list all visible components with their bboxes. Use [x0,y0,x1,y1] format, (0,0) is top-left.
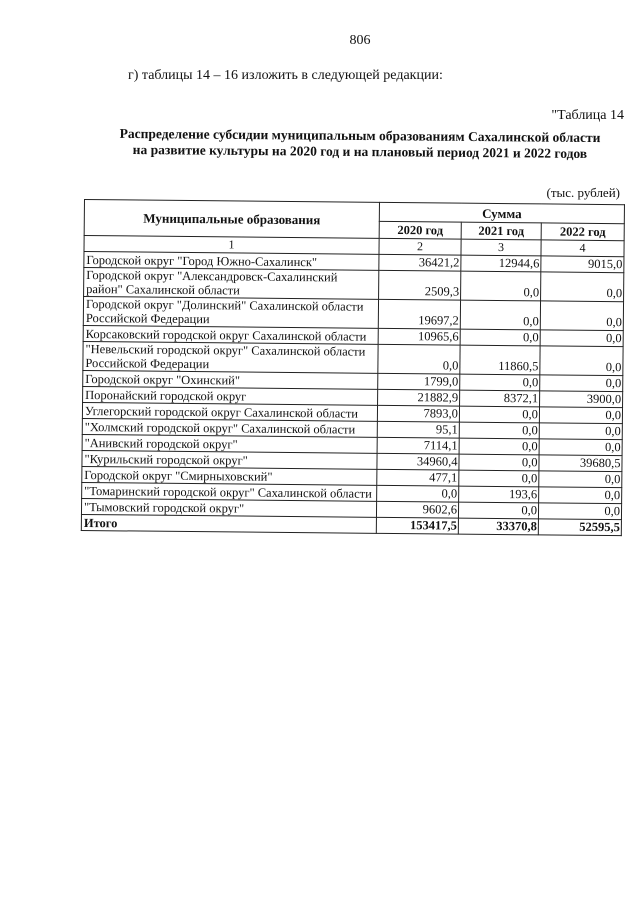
index-cell: 3 [461,239,541,256]
value-2020: 19697,2 [378,299,460,329]
value-2021: 8372,1 [460,390,540,407]
value-2022: 0,0 [540,346,623,376]
municipality-name: Городской округ "Александровск-Сахалинский район" Сахалинской области [84,268,379,300]
municipality-name: "Томаринский городской округ" Сахалинской области [82,482,377,501]
units-label: (тыс. рублей) [546,185,620,200]
index-cell: 1 [84,236,379,255]
table-label: "Таблица 14 [551,108,624,123]
value-2020: 7893,0 [377,405,459,422]
municipality-name: Городской округ "Долинский" Сахалинской области Российской Федерации [83,297,378,329]
total-2022: 52595,5 [538,519,621,536]
total-2020: 153417,5 [376,517,458,534]
value-2020: 7114,1 [377,437,459,454]
value-2022: 0,0 [541,272,624,302]
value-2021: 193,6 [459,486,539,503]
value-2021: 0,0 [459,406,539,423]
value-2022: 0,0 [540,330,623,347]
title-line-2: на развитие культуры на 2020 год и на плановый период 2021 и 2022 годов [132,142,588,161]
municipality-name: Поронайский городской округ [83,386,378,405]
value-2021: 0,0 [459,454,539,471]
value-2021: 0,0 [459,470,539,487]
table-row [83,341,623,375]
header-year-2020: 2020 год [379,221,461,239]
value-2020: 477,1 [377,469,459,486]
header-year-2021: 2021 год [461,222,541,240]
value-2022: 3900,0 [540,391,623,408]
value-2022: 0,0 [539,423,622,440]
value-2021: 11860,5 [460,345,540,375]
value-2022: 0,0 [538,503,621,520]
municipality-name: Городской округ "Охинский" [83,370,378,389]
table-title [100,126,620,163]
index-cell: 4 [541,240,624,257]
intro-text: г) таблицы 14 – 16 изложить в следующей редакции: [128,68,443,83]
subsidy-table [81,199,625,536]
value-2022: 9015,0 [541,256,624,273]
municipality-name: "Курильский городской округ" [82,450,377,469]
value-2020: 0,0 [377,485,459,502]
header-year-2022: 2022 год [541,223,624,241]
municipality-name: Городской округ "Город Южно-Сахалинск" [84,252,379,271]
municipality-name: Городской округ "Смирныховский" [82,466,377,485]
value-2022: 0,0 [539,471,622,488]
value-2020: 2509,3 [379,270,461,300]
value-2020: 9602,6 [376,501,458,518]
value-2020: 95,1 [377,421,459,438]
value-2022: 0,0 [540,375,623,392]
value-2020: 36421,2 [379,254,461,271]
value-2021: 0,0 [459,422,539,439]
subsidy-table-container [81,199,625,536]
table-row [83,297,623,331]
value-2021: 0,0 [459,438,539,455]
value-2020: 0,0 [378,344,460,374]
header-sum: Сумма [379,202,624,223]
value-2020: 21882,9 [378,389,460,406]
value-2021: 12944,6 [461,255,541,272]
value-2021: 0,0 [458,502,538,519]
title-line-1: Распределение субсидии муниципальным образованиям Сахалинской области [119,125,601,146]
page-number: 806 [349,33,371,48]
value-2021: 0,0 [460,374,540,391]
value-2022: 39680,5 [539,455,622,472]
municipality-name: "Анивский городской округ" [82,434,377,453]
value-2022: 0,0 [540,301,623,331]
table-row [84,268,624,302]
value-2020: 10965,6 [378,328,460,345]
value-2022: 0,0 [539,439,622,456]
municipality-name: Корсаковский городской округ Сахалинской области [83,325,378,344]
value-2020: 34960,4 [377,453,459,470]
value-2021: 0,0 [460,329,540,346]
index-cell: 2 [379,238,461,255]
total-label: Итого [81,514,376,533]
total-2021: 33370,8 [458,518,538,535]
value-2022: 0,0 [539,407,622,424]
value-2022: 0,0 [539,487,622,504]
municipality-name: "Невельский городской округ" Сахалинской области Российской Федерации [83,341,378,373]
header-municipal: Муниципальные образования [84,200,379,239]
value-2021: 0,0 [461,271,541,301]
municipality-name: Углегорский городской округ Сахалинской области [82,402,377,421]
value-2020: 1799,0 [378,373,460,390]
municipality-name: "Тымовский городской округ" [81,498,376,517]
value-2021: 0,0 [460,300,540,330]
municipality-name: "Холмский городской округ" Сахалинской области [82,418,377,437]
